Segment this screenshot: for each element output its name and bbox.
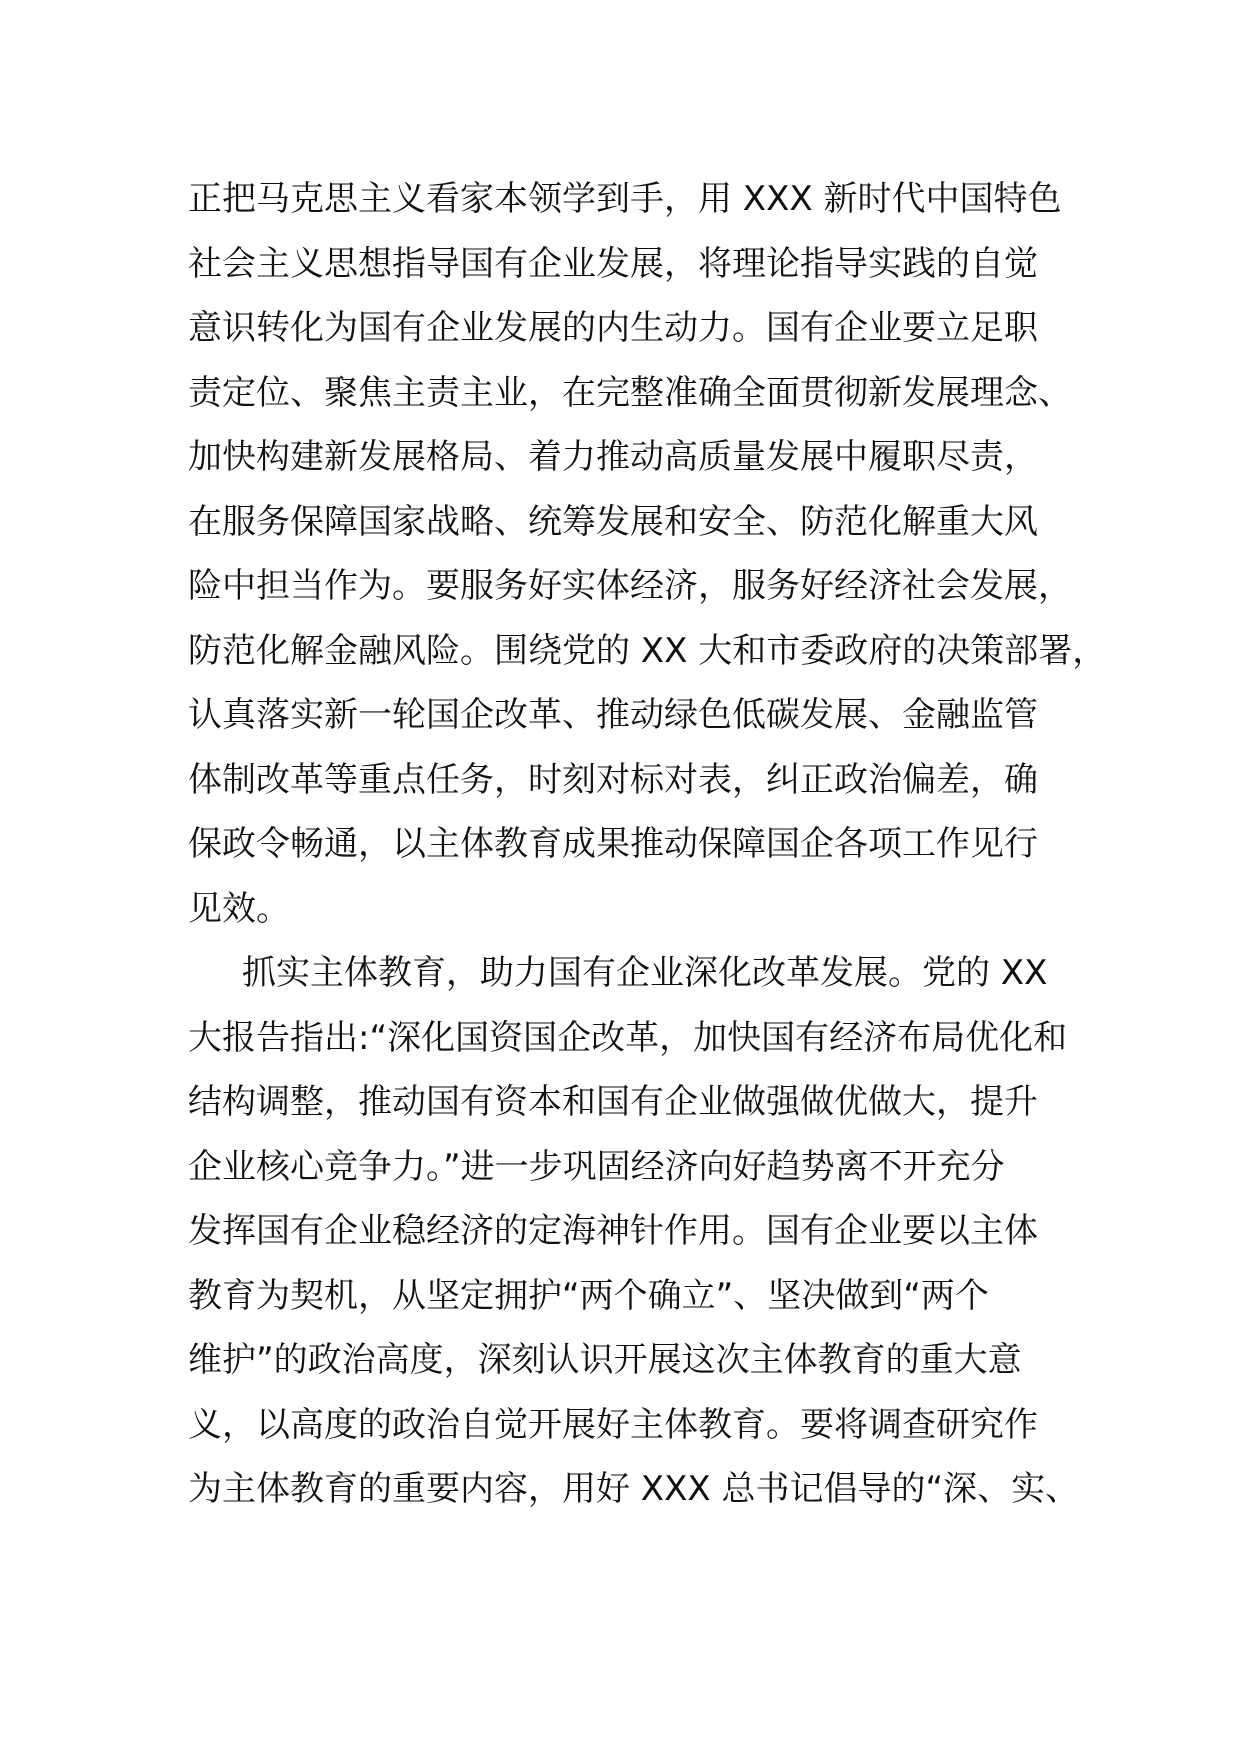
text-line: 正把马克思主义看家本领学到手，用 XXX 新时代中国特色 bbox=[188, 179, 1062, 219]
text-line: 结构调整，推动国有资本和国有企业做强做优做大，提升 bbox=[188, 1082, 1038, 1122]
text-line: 防范化解金融风险。围绕党的 XX 大和市委政府的决策部署， bbox=[188, 630, 1107, 671]
text-line: 险中担当作为。要服务好实体经济，服务好经济社会发展， bbox=[188, 566, 1072, 606]
paragraph-start-line: 抓实主体教育，助力国有企业深化改革发展。党的 XX bbox=[242, 953, 1048, 993]
text-line: 意识转化为国有企业发展的内生动力。国有企业要立足职 bbox=[188, 308, 1038, 348]
text-line: 在服务保障国家战略、统筹发展和安全、防范化解重大风 bbox=[188, 501, 1038, 542]
text-line: 大报告指出:“深化国资国企改革，加快国有经济布局优化和 bbox=[188, 1017, 1068, 1058]
text-line: 社会主义思想指导国有企业发展，将理论指导实践的自觉 bbox=[188, 243, 1038, 284]
text-line: 保政令畅通，以主体教育成果推动保障国企各项工作见行 bbox=[188, 824, 1038, 864]
text-line: 体制改革等重点任务，时刻对标对表，纠正政治偏差，确 bbox=[188, 759, 1038, 800]
text-line: 企业核心竞争力。”进一步巩固经济向好趋势离不开充分 bbox=[188, 1146, 1005, 1187]
text-line: 责定位、聚焦主责主业，在完整准确全面贯彻新发展理念、 bbox=[188, 372, 1072, 413]
text-line: 发挥国有企业稳经济的定海神针作用。国有企业要以主体 bbox=[188, 1211, 1038, 1251]
text-line: 为主体教育的重要内容，用好 XXX 总书记倡导的“深、实、 bbox=[188, 1469, 1080, 1509]
text-line: 教育为契机，从坚定拥护“两个确立”、坚决做到“两个 bbox=[188, 1275, 989, 1316]
text-line: 加快构建新发展格局、着力推动高质量发展中履职尽责， bbox=[188, 437, 1038, 477]
body-text bbox=[188, 167, 1107, 1522]
text-line: 义，以高度的政治自觉开展好主体教育。要将调查研究作 bbox=[188, 1404, 1038, 1445]
text-line: 维护”的政治高度，深刻认识开展这次主体教育的重大意 bbox=[188, 1340, 1022, 1380]
text-line: 见效。 bbox=[188, 888, 290, 929]
text-line: 认真落实新一轮国企改革、推动绿色低碳发展、金融监管 bbox=[188, 695, 1038, 735]
